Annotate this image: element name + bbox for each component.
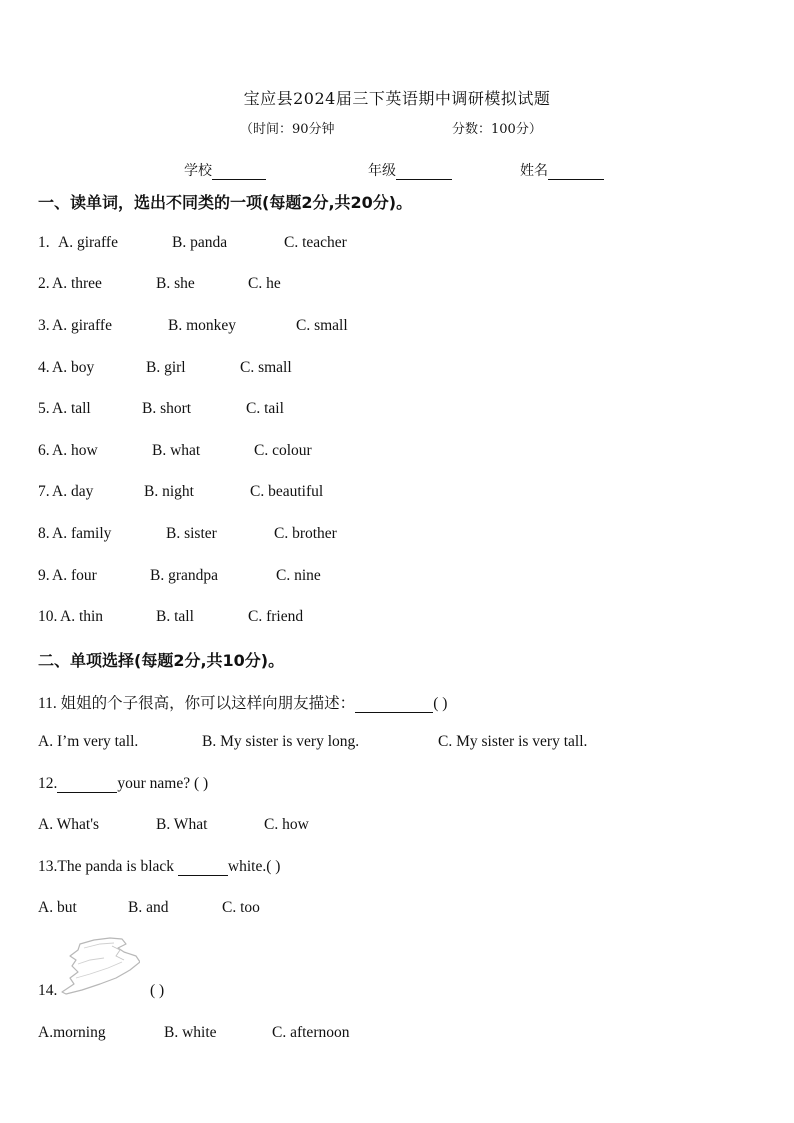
option-a: A. day: [52, 483, 94, 500]
question-11-text: 11. 姐姐的个子很高，你可以这样向朋友描述：: [38, 695, 356, 712]
question-number: 7.: [38, 483, 50, 500]
question-number: 2.: [38, 275, 50, 292]
question-number: 5.: [38, 400, 50, 417]
question-number: 8.: [38, 525, 50, 542]
question-number: 12.: [38, 775, 58, 792]
question-number: 9.: [38, 567, 50, 584]
name-field: [520, 160, 604, 180]
exam-score: 分数：100分）: [452, 122, 542, 137]
question-11: [38, 691, 447, 713]
grade-field: [368, 160, 452, 180]
option-b: B. monkey: [168, 317, 237, 334]
option-a: A. but: [38, 899, 77, 916]
option-a: A. giraffe: [58, 234, 118, 251]
option-c: C. colour: [254, 442, 312, 459]
option-a: A. family: [52, 525, 112, 542]
cloud-sketch-image: [60, 934, 140, 998]
answer-blank[interactable]: [57, 777, 117, 793]
option-b: B. tall: [156, 608, 194, 625]
question-number: 1.: [38, 234, 50, 251]
question-number: 14.: [38, 982, 58, 999]
option-c: C. afternoon: [272, 1024, 350, 1041]
option-c: C. My sister is very tall.: [438, 733, 588, 750]
option-c: C. friend: [248, 608, 304, 625]
exam-title: 宝应县2024届三下英语期中调研模拟试题: [243, 89, 551, 108]
question-number: 3.: [38, 317, 50, 334]
question-number: 6.: [38, 442, 50, 459]
option-c: C. small: [240, 359, 292, 376]
option-c: C. teacher: [284, 234, 347, 251]
option-a: A. What's: [38, 816, 100, 833]
option-c: C. brother: [274, 525, 337, 542]
school-blank[interactable]: [212, 165, 266, 180]
answer-blank[interactable]: [178, 860, 228, 876]
option-b: B. What: [156, 816, 208, 833]
option-b: B. panda: [172, 234, 228, 251]
option-b: B. and: [128, 899, 169, 916]
question-13-text-end: white.( ): [227, 858, 281, 875]
name-blank[interactable]: [548, 165, 604, 180]
question-13-text: 13.The panda is black: [38, 858, 178, 875]
option-b: B. white: [164, 1024, 217, 1041]
option-c: C. how: [264, 816, 309, 833]
question-12: [38, 775, 208, 793]
option-a: A. I’m very tall.: [38, 733, 139, 750]
question-13: [38, 858, 280, 876]
grade-label: 年级: [368, 163, 396, 179]
option-b: B. girl: [146, 359, 186, 376]
question-number: 10.: [38, 608, 58, 625]
option-b: B. grandpa: [150, 567, 219, 584]
option-b: B. sister: [166, 525, 217, 542]
option-a: A.morning: [38, 1024, 106, 1041]
answer-paren: ( ): [150, 982, 165, 999]
option-c: C. beautiful: [250, 483, 324, 500]
option-a: A. four: [52, 567, 97, 584]
option-a: A. tall: [52, 400, 91, 417]
option-c: C. nine: [276, 567, 321, 584]
section-1-title: 一、读单词，选出不同类的一项(每题2分,共20分)。: [38, 193, 413, 212]
option-b: B. what: [152, 442, 201, 459]
option-b: B. night: [144, 483, 194, 500]
option-c: C. tail: [246, 400, 284, 417]
option-a: A. thin: [60, 608, 104, 625]
option-b: B. short: [142, 400, 192, 417]
option-b: B. My sister is very long.: [202, 733, 360, 750]
school-label: 学校: [184, 163, 212, 179]
question-number: 4.: [38, 359, 50, 376]
question-12-text: your name? ( ): [117, 775, 209, 792]
section-2-title: 二、单项选择(每题2分,共10分)。: [38, 651, 285, 670]
option-a: A. how: [52, 442, 98, 459]
option-a: A. three: [52, 275, 102, 292]
answer-paren: ( ): [433, 695, 448, 712]
option-a: A. boy: [52, 359, 95, 376]
option-c: C. he: [248, 275, 281, 292]
name-label: 姓名: [520, 163, 548, 179]
option-a: A. giraffe: [52, 317, 112, 334]
exam-time: （时间：90分钟: [240, 122, 335, 137]
option-b: B. she: [156, 275, 195, 292]
option-c: C. too: [222, 899, 260, 916]
answer-blank[interactable]: [355, 697, 433, 713]
grade-blank[interactable]: [396, 165, 452, 180]
school-field: [184, 160, 266, 180]
option-c: C. small: [296, 317, 348, 334]
